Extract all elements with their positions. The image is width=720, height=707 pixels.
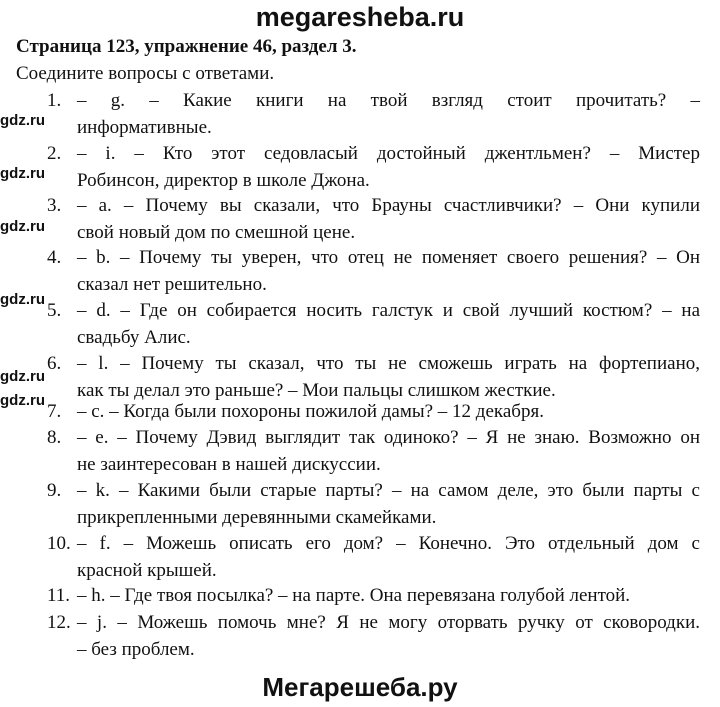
page-title: Страница 123, упражнение 46, раздел 3. — [16, 36, 357, 57]
item-text-line: информативные. — [77, 116, 212, 138]
item-number: 8. — [47, 427, 62, 448]
item-text-line: свадьбу Алис. — [77, 326, 191, 348]
item-text-line: – j. – Можешь помочь мне? Я не могу оторвать ручку от сковородки. — [77, 612, 700, 633]
item-number: 4. — [47, 247, 62, 268]
item-text-line: свой новый дом по смешной цене. — [77, 221, 356, 243]
item-text-line: прикрепленными деревянными скамейками. — [77, 506, 437, 528]
watermark: gdz.ru — [0, 291, 45, 308]
watermark: gdz.ru — [0, 218, 45, 235]
item-text-line: не заинтересован в нашей дискуссии. — [77, 453, 381, 475]
item-number: 12. — [47, 612, 71, 633]
item-text-line: – c. – Когда были похороны пожилой дамы? – 12 декабря. — [77, 401, 544, 422]
item-text-line: Робинсон, директор в школе Джона. — [77, 169, 370, 191]
item-text-line: – l. – Почему ты сказал, что ты не сможешь играть на фортепиано, — [77, 353, 700, 374]
site-footer: Мегарешеба.ру — [262, 672, 458, 702]
task-instruction: Соедините вопросы с ответами. — [16, 63, 275, 84]
watermark: gdz.ru — [0, 112, 45, 129]
item-text-line: – a. – Почему вы сказали, что Брауны счастливчики? – Они купили — [77, 195, 700, 216]
item-number: 5. — [47, 300, 62, 321]
item-number: 10. — [47, 533, 71, 554]
item-text-line: красной крышей. — [77, 559, 217, 581]
watermark: gdz.ru — [0, 368, 45, 385]
item-number: 3. — [47, 195, 62, 216]
watermark: gdz.ru — [0, 392, 45, 409]
item-number: 6. — [47, 353, 62, 374]
watermark: gdz.ru — [0, 165, 45, 182]
item-number: 11. — [47, 585, 71, 606]
item-text-line: – без проблем. — [77, 638, 195, 660]
item-text-line: – d. – Где он собирается носить галстук и свой лучший костюм? – на — [77, 300, 700, 321]
item-text-line: – h. – Где твоя посылка? – на парте. Она перевязана голубой лентой. — [77, 585, 631, 606]
item-text-line: – b. – Почему ты уверен, что отец не поменяет своего решения? – Он — [77, 247, 700, 268]
item-number: 1. — [47, 90, 62, 111]
item-text-line: – g. – Какие книги на твой взгляд стоит прочитать? – — [77, 90, 700, 111]
item-number: 9. — [47, 480, 62, 501]
item-text-line: как ты делал это раньше? – Мои пальцы слишком жесткие. — [77, 379, 556, 401]
site-header: megaresheba.ru — [255, 2, 465, 32]
item-text-line: – f. – Можешь описать его дом? – Конечно. Это отдельный дом с — [77, 533, 700, 554]
item-number: 2. — [47, 143, 62, 164]
item-text-line: – e. – Почему Дэвид выглядит так одиноко? – Я не знаю. Возможно он — [77, 427, 700, 448]
item-text-line: – i. – Кто этот седовласый достойный джентльмен? – Мистер — [77, 143, 700, 164]
item-text-line: сказал нет решительно. — [77, 273, 267, 295]
item-text-line: – k. – Какими были старые парты? – на самом деле, это были парты с — [77, 480, 700, 501]
item-number: 7. — [47, 401, 62, 422]
